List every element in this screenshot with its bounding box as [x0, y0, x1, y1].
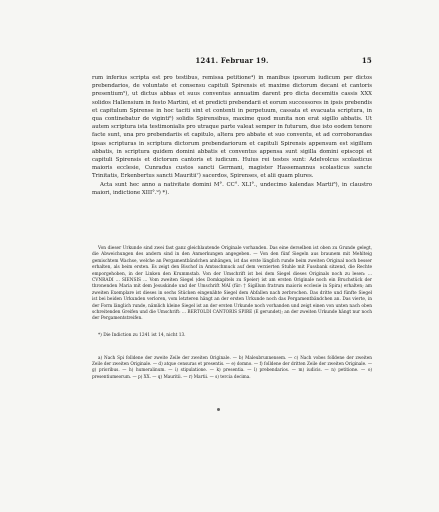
seal-description-note: Von dieser Urkunde sind zwei fast ganz gleichlautende Originale vorhanden. Das eine derselben ist oben zu Grunde gelegt, die Abweichungen des andern sind in den Anmerkungen angegeben. — Von den fünf Siegeln aus braunem mit Mehlteig gemischtem Wachse, welche an Pergamentbändchen anhängen, ist das erste länglich runde beim zweiten Original noch besser erhalten, als beim ersten. Es zeigt den Bischof in Amtsschmuck auf dem verzierten Stuhle mit Fussbank sitzend, die Rechte emporgehoben, in der Linken den Krummstab. Von der Umschrift ist bei dem Siegel dieses Originals noch zu lesen: ... CVNRADI ... SIENSIS ... Vom zweiten Siegel (des Domkapitels zu Speier) ist am ersten Originale noch ein Bruchstück der thronenden Maria mit dem Jesuskinde und der Umschrift MAI (für: † Sigillum fratrum maioris ecclesie in Spira) erhalten; am zweiten Exemplare ist dieses in sechs Stücken eingenähte Siegel dem Abfallen nach zerbrochen. Das dritte und fünfte Siegel ist bei beiden Urkunden verloren, vom letzteren hängt an der ersten Urkunde noch das Pergamentbändchen an. Das vierte, in der Form länglich runde, nämlich kleine Siegel ist an der ersten Urkunde noch vorhanden und zeigt einen von unten nach oben schreitenden Greifen und die Umschrift: ... BERTOLDI CANTORIS SPIRE (E gerundet); an der zweiten Urkunde hängt nur noch der Pergamentstreifen.	[92, 246, 372, 322]
indiction-footnote: *) Die Indiction zu 1241 ist 14, nicht 13.	[98, 333, 186, 338]
star-footnote	[92, 333, 372, 339]
apparatus-text: a) Nach Spi folldene der zweite Zeile der zweiten Originale. — b) Maleubrunnensem. — c) Nach vobes folldene der zweiten Zeile der zweiten Originale. — d) atque censuras et presentis. — e) domno. — f) folldene der dritten Zeile der zweiten Originale. — g) prioribus. — h) humeralinum. — i) stipulatione. — k) presentia. — l) prebendarios. — m) iudicis. — n) petitione. — o) presentiumeorum. — p) XX. — q) Mauritii. — r) Martii. — s) tercia decima.	[92, 355, 372, 379]
charter-text	[92, 74, 372, 197]
page-dot-mark	[217, 408, 220, 411]
running-header	[92, 56, 372, 65]
critical-apparatus	[92, 355, 372, 380]
header-date: 1241. Februar 19.	[195, 56, 269, 65]
charter-paragraph: rum inferius scripta est pro testibus, remissa petitione⁴) in manibus ipsorum iudicum per dictos prebendarios, de voluntate et consensu capituli Spirensis et maxime dictorum decani et cantoris presentium⁵), ut dictus abbas et suus conventus annuatim darent pro dicta decemitis cassis XXX solidos Hallensium in festo Martini, et et predicti prebendarii et eorum successores in ipsis prebendis et capitulum Spirense in hoc taciti sint et contenti in perpetuum, cassata et evacuata scriptura, in qua continebatur de viginti⁶) solidis Spirensibus, maxime quod munita non erat sigillo abbatis. Ut autem scriptura ista testimonialis pro utraque parte valeat semper in futurum, due isto eodem tenore facte sunt, una pro prebendariis et capitulo, altera pro abbate et suo conventu, et ad corroborandas ipsas scripturas in scriptura dictorum prebendariorum et capituli Spirensis appensum est sigillum abbatis, in scriptura quidem domini abbatis et conventus appensa sunt sigilla domini episcopi et capituli Spirensis et dictorum cantoris et iudicum. Huius rei testes sunt: Adelvolcus scolasticus maioris ecclesie, Cunradus custos sancti Germani, magister Hassemannus scolasticus sancte Trinitatis, Erkenbertus sancti Mauritii⁷) sacerdos, Spirenses, et alii quam plures.	[92, 75, 372, 180]
charter-paragraph: Acta sunt hec anno a nativitate domini M°. CC°. XLI°., undecimo kalendas Martii⁸), in claustro maiori, indictione XIII°.⁹) *).	[92, 181, 372, 196]
page-number: 15	[361, 56, 372, 65]
editorial-notes	[92, 246, 372, 323]
